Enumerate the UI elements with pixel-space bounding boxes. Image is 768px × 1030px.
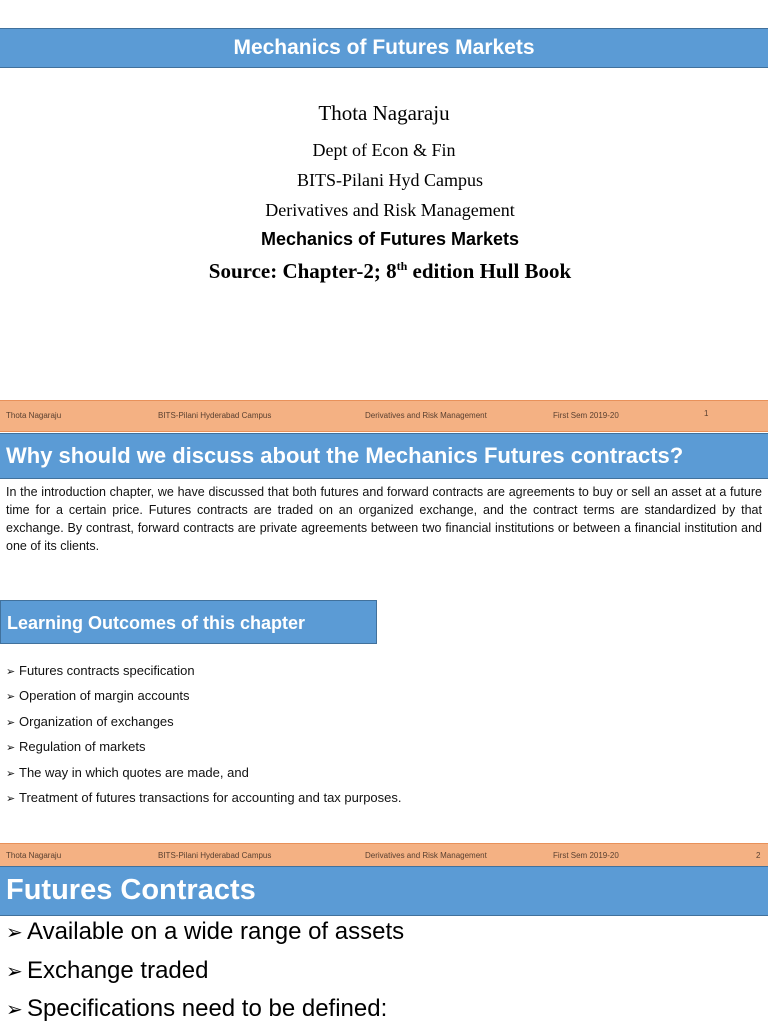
arrow-bullet-icon: ➢ xyxy=(6,922,23,944)
list-item xyxy=(6,787,402,812)
campus: BITS-Pilani Hyd Campus xyxy=(296,170,483,190)
arrow-bullet-icon: ➢ xyxy=(6,742,16,755)
arrow-bullet-icon: ➢ xyxy=(6,960,23,983)
arrow-bullet-icon: ➢ xyxy=(6,792,16,805)
arrow-bullet-icon: ➢ xyxy=(6,666,16,678)
list-item-text: Treatment of futures transactions for accounting and tax purposes. xyxy=(19,789,402,805)
list-item xyxy=(6,685,402,710)
slide1-title: Mechanics of Futures Markets xyxy=(0,28,768,68)
list-item xyxy=(6,660,402,685)
footer-campus: BITS-Pilani Hyderabad Campus xyxy=(158,411,272,420)
list-item-text: Organization of exchanges xyxy=(19,713,174,729)
course-name: Derivatives and Risk Management xyxy=(265,200,515,220)
slide-footer xyxy=(0,400,768,432)
list-item-text: Available on a wide range of assets xyxy=(27,918,405,945)
slide-footer xyxy=(0,843,768,867)
footer-page-number: 2 xyxy=(756,851,761,860)
source-superscript: th xyxy=(396,259,408,273)
footer-course: Derivatives and Risk Management xyxy=(365,411,487,420)
arrow-bullet-icon: ➢ xyxy=(6,767,16,780)
list-item-text: The way in which quotes are made, and xyxy=(19,764,249,780)
footer-semester: First Sem 2019-20 xyxy=(553,411,619,420)
learning-outcomes-list xyxy=(6,660,402,812)
list-item-text: Specifications need to be defined: xyxy=(27,995,388,1022)
learning-outcomes-heading: Learning Outcomes of this chapter xyxy=(0,600,377,644)
list-item xyxy=(6,914,404,953)
arrow-bullet-icon: ➢ xyxy=(6,716,16,729)
footer-course: Derivatives and Risk Management xyxy=(365,851,487,860)
slide1-subtitle: Mechanics of Futures Markets xyxy=(260,229,520,249)
source-prefix: Source: Chapter-2; 8 xyxy=(208,259,397,283)
list-item xyxy=(6,736,402,761)
department: Dept of Econ & Fin xyxy=(312,140,456,160)
author-name: Thota Nagaraju xyxy=(318,101,450,125)
list-item-text: Regulation of markets xyxy=(19,739,146,755)
list-item-text: Futures contracts specification xyxy=(19,663,195,678)
arrow-bullet-icon: ➢ xyxy=(6,691,16,704)
source-suffix: edition Hull Book xyxy=(407,259,572,283)
source-citation xyxy=(12,259,768,284)
footer-semester: First Sem 2019-20 xyxy=(553,851,619,860)
futures-bullets xyxy=(6,914,404,1030)
footer-author: Thota Nagaraju xyxy=(6,851,62,860)
intro-paragraph: In the introduction chapter, we have discussed that both futures and forward contracts are agreements to buy or sell an asset at a future time for a certain price. Futures contracts are traded on an organized exchange, and the contract terms are standardized by that exchange. By contrast, forward contracts are private agreements between two financial institutions or between a financial institution and one of its clients. xyxy=(6,485,762,553)
list-item xyxy=(6,711,402,736)
arrow-bullet-icon: ➢ xyxy=(6,999,23,1021)
list-item xyxy=(6,762,402,787)
footer-page-number: 1 xyxy=(704,409,709,418)
list-item-text: Operation of margin accounts xyxy=(19,688,190,704)
footer-author: Thota Nagaraju xyxy=(6,411,62,420)
list-item xyxy=(6,953,404,992)
slide3-title: Futures Contracts xyxy=(0,866,768,916)
slide2-title: Why should we discuss about the Mechanics Futures contracts? xyxy=(0,433,768,479)
footer-campus: BITS-Pilani Hyderabad Campus xyxy=(158,851,272,860)
list-item-text: Exchange traded xyxy=(27,956,209,984)
